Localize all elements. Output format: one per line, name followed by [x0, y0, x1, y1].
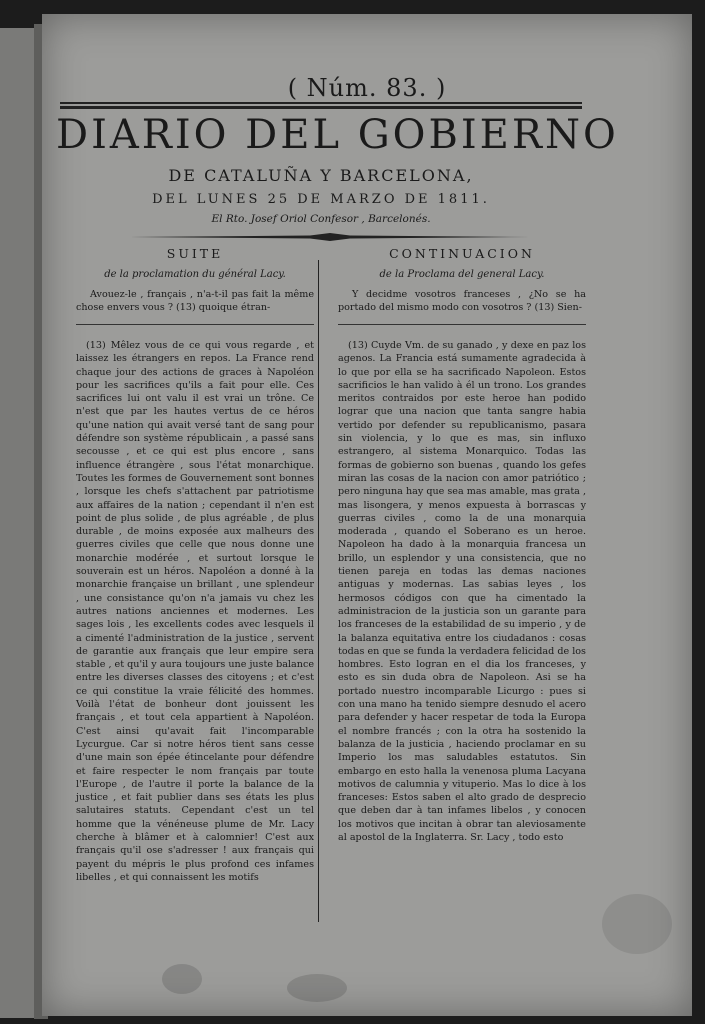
- footnote-rule: [338, 324, 586, 325]
- masthead-rule: [60, 102, 582, 104]
- french-heading: SUITE: [166, 246, 224, 261]
- footnote-rule: [76, 324, 314, 325]
- french-subheading: de la proclamation du général Lacy.: [104, 269, 286, 280]
- french-column: [76, 246, 314, 884]
- newspaper-page: [42, 14, 692, 1016]
- french-footnote: (13) Mêlez vous de ce qui vous regarde , et laissez les étrangers en repos. La France rend chaque jour des actions de graces à Napoléon pour les sacrifices qu'ils a fait pour elle. Ces sacrifices lui ont valu il est vrai un trône. Ce n'est que par les hautes vertus de ce héros qu'une nation qui avait versé tant de sang pour défendre son système républicain , a passé sans secousse , et ce qui est plus encore , sans influence étrangère , sous l'état monarchique. Toutes les formes de Gouvernement sont bonnes , lorsque les chefs s'attachent par patriotisme aux affaires de la nation ; cependant il n'en est point de plus solide , de plus agréable , de plus durable , de moins exposée aux malheurs des guerres civiles que celle que nous donne une monarchie modérée , et surtout lorsque le souverain est un héros. Napoléon a donné à la monarchie française un brillant , une splendeur , une consistance qu'on n'a jamais vu chez les autres nations anciennes et modernes. Les sages lois , les excellents codes avec lesquels il a cimenté l'administration de la justice , servent de garantie aux français que leur empire sera stable , et qu'il y aura toujours une juste balance entre les diverses classes des citoyens ; et c'est ce qui constitue la vraie félicité des hommes. Voilà l'état de bonheur dont jouissent les français , et tout cela appartient à Napoléon. C'est ainsi qu'avait fait l'incomparable Lycurgue. Car si notre héros tient sans cesse d'une main son épée étincelante pour défendre et faire respecter le nom français par toute l'Europe , de l'autre il porte la balance de la justice , et fait publier dans ses états les plus salutaires statuts. Cependant c'est un tel homme que la vénéneuse plume de Mr. Lacy cherche à blâmer et à calomnier! C'est aux français qu'il ose s'adresser ! aux français qui payent du mépris le plus profond ces infames libelles , et qui connaissent les motifs: [76, 340, 314, 883]
- column-divider: [318, 260, 319, 922]
- newspaper-title: DIARIO DEL GOBIERNO: [56, 112, 619, 158]
- saint-of-day: El Rto. Josef Oriol Confesor , Barcelonés.: [211, 213, 431, 225]
- french-intro: Avouez-le , français , n'a-t-il pas fait la même chose envers vous ? (13) quoique étran-: [76, 289, 314, 313]
- issue-date: DEL LUNES 25 DE MARZO DE 1811.: [152, 192, 490, 207]
- spanish-intro: Y decidme vosotros franceses , ¿No se ha portado del mismo modo con vosotros ? (13) Sien-: [338, 289, 586, 313]
- spanish-heading: CONTINUACION: [389, 246, 535, 261]
- spanish-subheading: de la Proclama del general Lacy.: [379, 269, 545, 280]
- masthead-rule: [60, 106, 582, 109]
- spanish-footnote: (13) Cuyde Vm. de su ganado , y dexe en paz los agenos. La Francia está sumamente agradecida à lo que por ella se ha sacrificado Napoleon. Estos sacrificios le han valido à él un trono. Los grandes meritos contraidos por este heroe han podido lograr que una nacion que tanta sangre habia vertido por defender su republicanismo, pasara sin violencia, y lo que es mas, sin influxo estrangero, al sistema Monarquico. Todas las formas de gobierno son buenas , quando los gefes miran las cosas de la nacion con amor patriótico ; pero ninguna hay que sea mas amable, mas grata , mas lisongera, y menos expuesta à borrascas y guerras civiles , como la de una monarquia moderada , quando el Soberano es un heroe. Napoleon ha dado à la monarquia francesa un brillo, un esplendor y una consistencia, que no tienen pareja en todas las demas naciones antiguas y modernas. Las sabias leyes , los hermosos códigos con que ha cimentado la administracion de la justicia son un garante para los franceses de la estabilidad de su imperio , y de la balanza equitativa entre los ciudadanos : cosas todas en que se funda la verdadera felicidad de los hombres. Esto logran en el dia los franceses, y esto es sin duda obra de Napoleon. Asi se ha portado nuestro incomparable Licurgo : pues si con una mano ha tenido siempre desnudo el acero para defender y hacer respetar de toda la Europa el nombre francés ; con la otra ha sostenido la balanza de la justicia , haciendo proclamar en su Imperio los mas saludables estatutos. Sin embargo en esto halla la venenosa pluma Lacyana motivos de calumnia y vituperio. Mas lo dice à los franceses: Estos saben el alto grado de desprecio que deben dar à tan infames libelos , y conocen los motivos que incitan à obrar tan aleviosamente al apostol de la Inglaterra. Sr. Lacy , todo esto: [338, 340, 586, 843]
- ornamental-rule: [130, 232, 530, 242]
- spanish-column: [338, 246, 586, 844]
- page-stain: [602, 894, 672, 954]
- newspaper-subtitle: DE CATALUÑA Y BARCELONA,: [168, 166, 474, 185]
- issue-number: ( Núm. 83. ): [287, 74, 447, 102]
- page-stain: [287, 974, 347, 1002]
- page-stain: [162, 964, 202, 994]
